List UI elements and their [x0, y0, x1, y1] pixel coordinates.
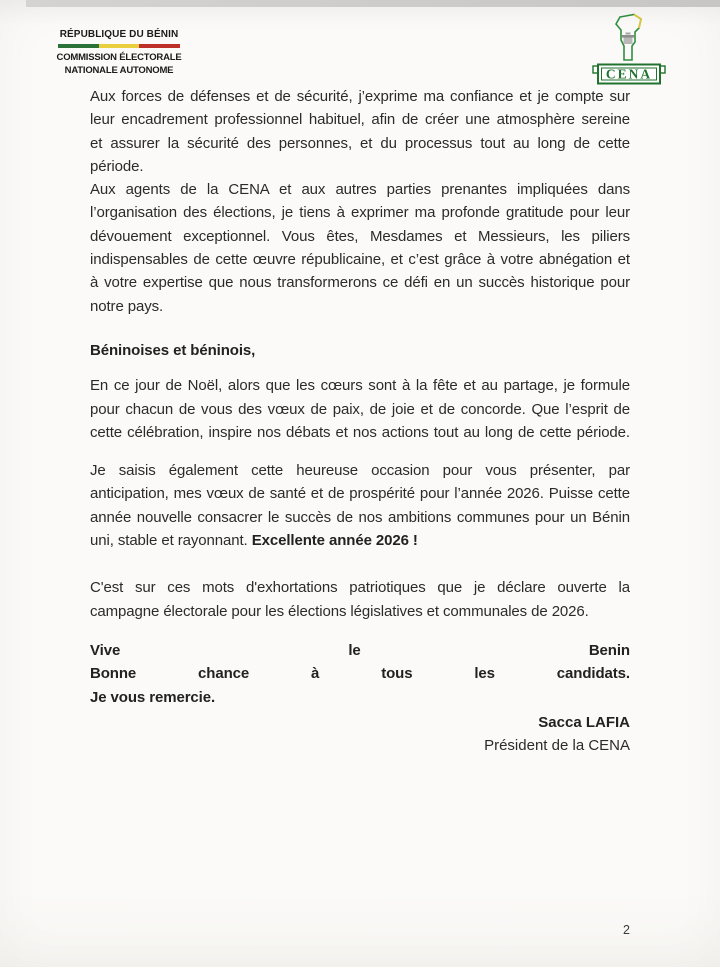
- republic-label: RÉPUBLIQUE DU BÉNIN: [59, 29, 179, 40]
- closing-lines: [90, 639, 630, 709]
- text-line: Je vous remercie.: [90, 688, 216, 706]
- flag-red-segment: [139, 44, 180, 48]
- signature-block: [90, 711, 630, 758]
- photo-edge-band: [26, 0, 720, 7]
- paragraph-campaign-open: [90, 576, 630, 623]
- text-line: pour chacun de vous des vœux de paix, de joie et de concorde. Que l’esprit de: [90, 400, 630, 418]
- commission-label-line2: NATIONALE AUTONOME: [64, 64, 174, 76]
- commission-label-line1: COMMISSION ÉLECTORALE: [56, 52, 182, 63]
- flag-stripe: [58, 44, 180, 48]
- cena-logo: [590, 12, 668, 86]
- text-line: et assurer la sécurité des personnes, et du processus tout au long de cette: [90, 134, 630, 152]
- text-line: notre pays.: [90, 297, 164, 315]
- paragraph-security-forces: [90, 85, 630, 178]
- text-line: campagne électorale pour les élections législatives et communales de 2026.: [90, 602, 589, 620]
- text-line: période.: [90, 157, 144, 175]
- text-line: à votre expertise que nous transformerons ce défi en un succès historique pour: [90, 274, 630, 292]
- flag-green-segment: [58, 44, 99, 48]
- text-line: En ce jour de Noël, alors que les cœurs sont à la fête et au partage, je formule: [90, 377, 630, 395]
- text-line: indispensables de cette œuvre républicaine, et c’est grâce à votre abnégation et: [90, 251, 630, 269]
- text-line: C'est sur ces mots d'exhortations patriotiques que je déclare ouverte la: [90, 579, 630, 597]
- text-line: l’organisation des élections, je tiens à exprimer ma profonde gratitude pour leur: [90, 204, 630, 222]
- text-line: Je saisis également cette heureuse occasion pour vous présenter, par: [90, 462, 630, 480]
- text-line: Béninoises et béninois,: [90, 341, 256, 359]
- page-number: 2: [623, 923, 630, 937]
- text-line: anticipation, mes vœux de santé et de prospérité pour l’année 2026. Puisse cette: [90, 485, 630, 503]
- heading-beninoises: [90, 339, 630, 362]
- text-line: Aux forces de défenses et de sécurité, j’exprime ma confiance et je compte sur: [90, 88, 630, 105]
- ballot-box-icon: [622, 33, 634, 45]
- cena-label: CENA: [605, 66, 653, 82]
- cena-banner: [593, 65, 665, 84]
- signature-title: Président de la CENA: [484, 737, 630, 755]
- document-body: [90, 85, 630, 757]
- text-line: uni, stable et rayonnant. Excellente année 2026 !: [90, 532, 418, 550]
- text-line: Vive le Benin: [90, 641, 630, 659]
- paragraph-new-year: [90, 459, 630, 552]
- text-line: Bonne chance à tous les candidats.: [90, 665, 630, 683]
- text-line: Aux agents de la CENA et aux autres parties prenantes impliquées dans: [90, 181, 630, 199]
- paragraph-christmas: [90, 374, 630, 444]
- paragraph-cena-agents: [90, 178, 630, 318]
- flag-yellow-segment: [99, 44, 140, 48]
- signature-name: Sacca LAFIA: [538, 713, 630, 731]
- header-left-block: [56, 29, 182, 77]
- text-line: leur encadrement professionnel habituel, afin de créer une atmosphère sereine: [90, 111, 630, 129]
- text-line: dévouement exceptionnel. Vous êtes, Mesdames et Messieurs, les piliers: [90, 227, 630, 245]
- text-line: cette célébration, inspire nos débats et nos actions tout au long de cette période.: [90, 423, 630, 441]
- text-line: année nouvelle consacrer le succès de nos ambitions communes pour un Bénin: [90, 508, 630, 526]
